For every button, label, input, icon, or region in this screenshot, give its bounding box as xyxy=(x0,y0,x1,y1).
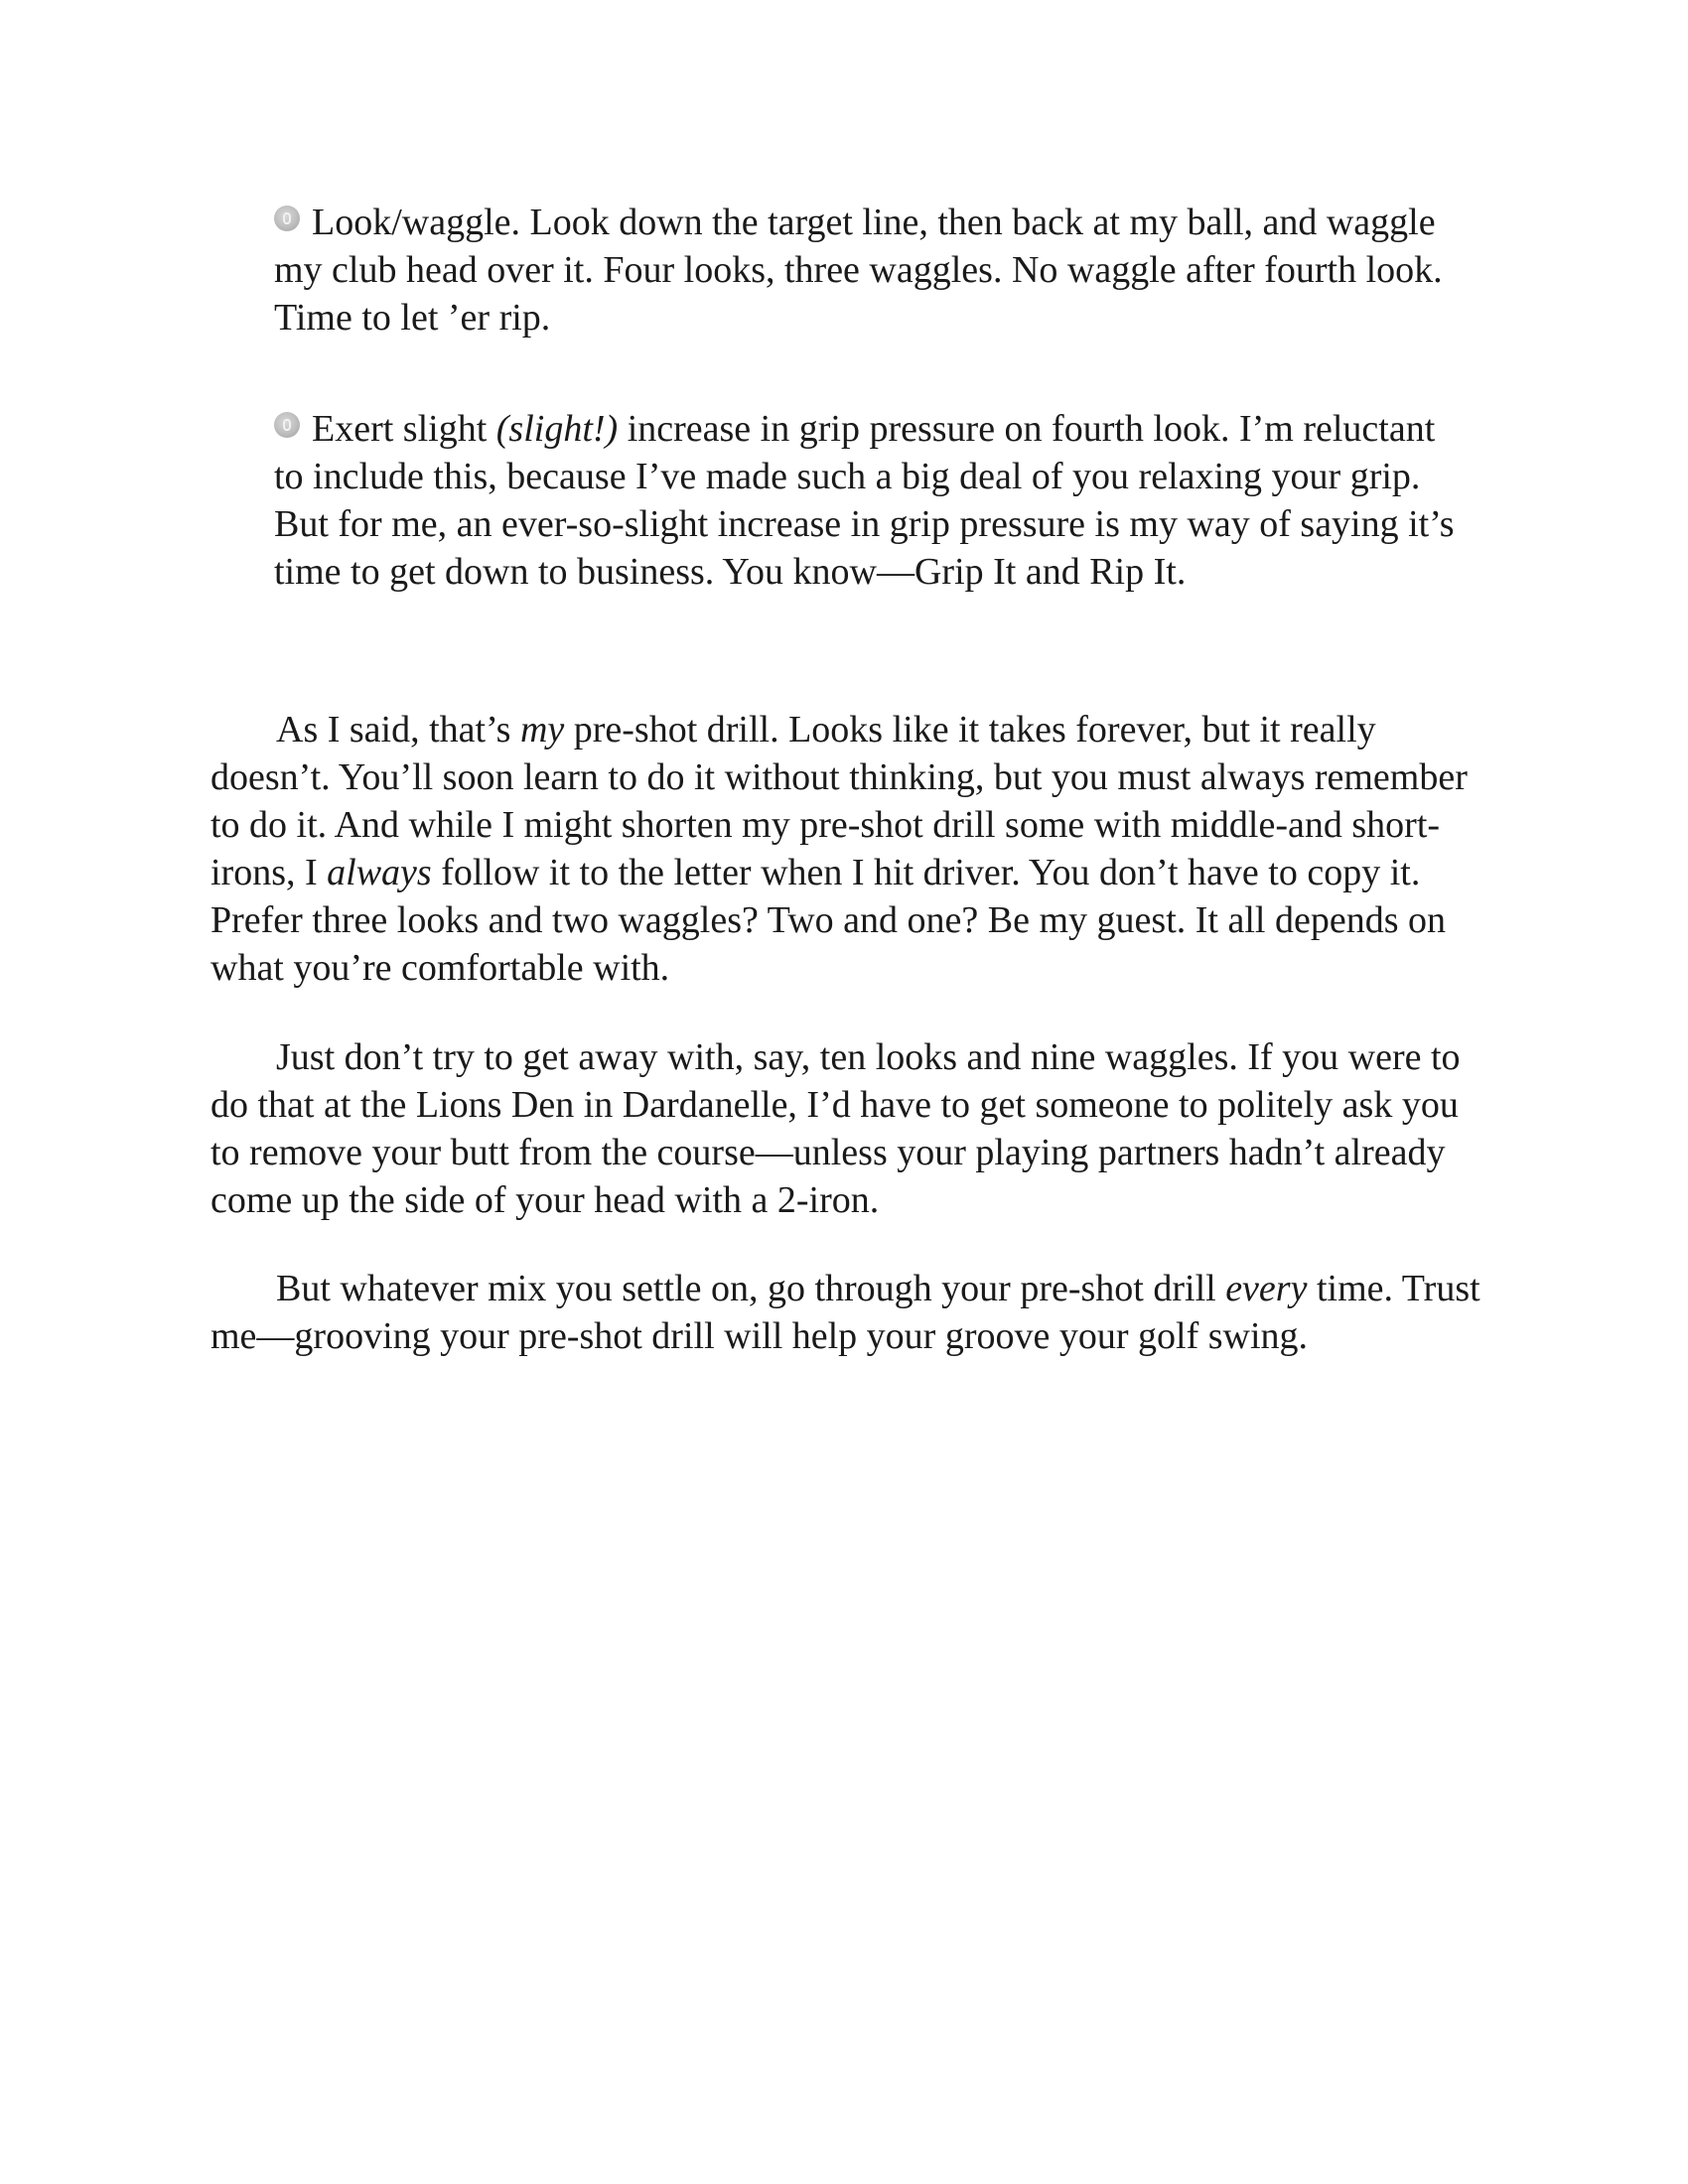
bullet-text-italic: (slight!) xyxy=(495,408,619,450)
paragraph-whatever-mix xyxy=(211,1265,1491,1360)
bullet-item-look-waggle xyxy=(274,199,1456,341)
paragraph-text: follow it to the letter when I hit driver. You don’t have to copy it. Prefer three looks and two waggles? Two and one? Be my guest. It all depends on what you’re comfortable with. xyxy=(211,852,1446,989)
bullet-item-grip-pressure xyxy=(274,405,1456,596)
bullet-text: Look/waggle. Look down the target line, then back at my ball, and waggle my club head over it. Four looks, three waggles. No waggle after fourth look. Time to let ’er rip. xyxy=(274,202,1443,339)
paragraph-text-italic: my xyxy=(519,709,565,751)
numbered-circle-icon xyxy=(274,205,300,231)
paragraph-ten-looks xyxy=(211,1033,1491,1224)
bullet-text: Exert slight xyxy=(312,408,496,450)
paragraph-pre-shot-drill xyxy=(211,706,1491,992)
paragraph-text: But whatever mix you settle on, go through your pre-shot drill xyxy=(276,1268,1226,1309)
numbered-circle-icon xyxy=(274,412,300,438)
paragraph-text: As I said, that’s xyxy=(276,709,520,751)
paragraph-text: time. Trust me—grooving your pre-shot drill will help your groove your golf swing. xyxy=(211,1268,1480,1357)
paragraph-text: Just don’t try to get away with, say, ten looks and nine waggles. If you were to do that at the Lions Den in Dardanelle, I’d have to get someone to politely ask you to remove your butt from the course—unless your playing partners hadn’t already come up the side of your head with a 2-iron. xyxy=(211,1036,1461,1221)
bullet-text: increase in grip pressure on fourth look. I’m reluctant to include this, because I’ve made such a big deal of you relaxing your grip. But for me, an ever-so-slight increase in grip pressure is my way of saying it’s time to get down to business. You know—Grip It and Rip It. xyxy=(274,408,1455,593)
paragraph-text-italic: every xyxy=(1225,1268,1308,1309)
paragraph-text-italic: always xyxy=(327,852,432,893)
paragraph-text: pre-shot drill. Looks like it takes forever, but it really doesn’t. You’ll soon learn to do it without thinking, but you must always remember to do it. And while I might shorten my pre-shot drill some with middle-and short-irons, I xyxy=(211,709,1468,893)
